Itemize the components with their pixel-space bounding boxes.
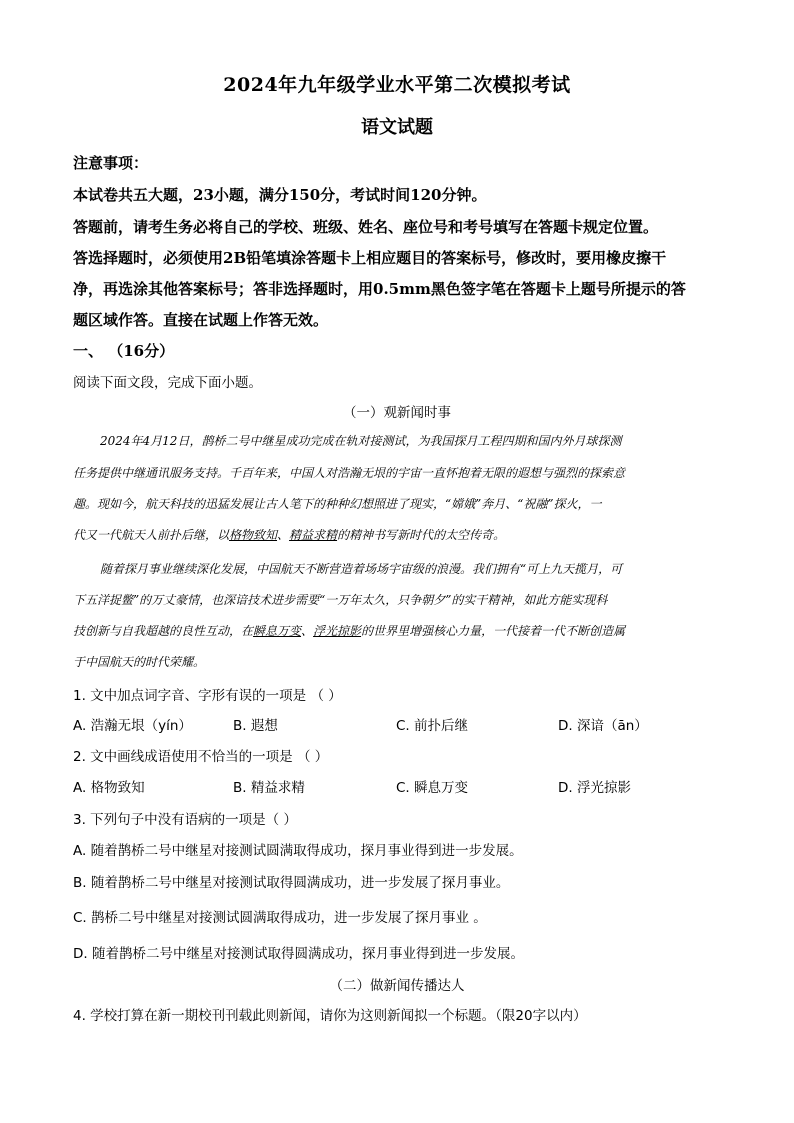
underlined-idiom: 瞬息万变 xyxy=(253,624,302,638)
underlined-idiom: 精益求精 xyxy=(289,528,338,542)
q3-option-b: B. 随着鹊桥二号中继星对接测试取得圆满成功，进一步发展了探月事业。 xyxy=(73,875,510,891)
q1-option-a: A. 浩瀚无垠（yín） xyxy=(73,718,192,734)
exam-subtitle: 语文试题 xyxy=(361,117,433,138)
passage-line: 下五洋捉鳖”的万丈豪情，也深谙技术进步需要“一万年太久，只争朝夕”的实干精神，如此方能实现科 xyxy=(73,593,608,607)
q2-option-d: D. 浮光掠影 xyxy=(558,780,631,796)
notes-line-5: 题区域作答。直接在试题上作答无效。 xyxy=(73,311,329,329)
question-3-stem: 3. 下列句子中没有语病的一项是（ ） xyxy=(73,812,297,828)
passage-text: 代又一代航天人前扑后继，以 xyxy=(73,528,230,542)
notes-line-2: 答题前，请考生务必将自己的学校、班级、姓名、座位号和考号填写在答题卡规定位置。 xyxy=(73,218,659,236)
passage-line: 随着探月事业继续深化发展，中国航天不断营造着场场宇宙级的浪漫。我们拥有“可上九天揽月，可 xyxy=(100,562,623,576)
notes-heading: 注意事项： xyxy=(73,154,149,172)
notes-line-1: 本试卷共五大题，23小题，满分150分，考试时间120分钟。 xyxy=(73,186,487,204)
exam-title: 2024年九年级学业水平第二次模拟考试 xyxy=(223,74,571,96)
reading-instruction: 阅读下面文段，完成下面小题。 xyxy=(73,375,262,391)
section-heading: 一、 （16分） xyxy=(73,342,175,360)
passage-text: 技创新与自我超越的良性互动，在 xyxy=(73,624,254,638)
question-4-stem: 4. 学校打算在新一期校刊刊载此则新闻，请你为这则新闻拟一个标题。（限20字以内） xyxy=(73,1008,587,1024)
passage-text: 的精神书写新时代的太空传奇。 xyxy=(337,528,506,542)
underlined-idiom: 格物致知 xyxy=(229,528,278,542)
passage-line xyxy=(73,526,505,543)
passage-line xyxy=(73,622,625,639)
passage-text: 的世界里增强核心力量，一代接着一代不断创造属 xyxy=(361,624,626,638)
q3-option-d: D. 随着鹊桥二号中继星对接测试取得圆满成功，探月事业得到进一步发展。 xyxy=(73,946,524,962)
question-2-stem: 2. 文中画线成语使用不恰当的一项是 （ ） xyxy=(73,749,329,765)
q1-option-c: C. 前扑后继 xyxy=(396,718,469,734)
part1-title: （一）观新闻时事 xyxy=(343,405,451,421)
notes-line-4: 净，再选涂其他答案标号；答非选择题时，用0.5mm黑色签字笔在答题卡上题号所提示的答 xyxy=(73,280,686,298)
part2-title: （二）做新闻传播达人 xyxy=(329,978,465,994)
q3-option-a: A. 随着鹊桥二号中继星对接测试圆满取得成功，探月事业得到进一步发展。 xyxy=(73,843,523,859)
passage-line: 任务提供中继通讯服务支持。千百年来，中国人对浩瀚无垠的宇宙一直怀抱着无限的遐想与强烈的探索意 xyxy=(73,466,626,480)
question-1-stem: 1. 文中加点词字音、字形有误的一项是 （ ） xyxy=(73,688,342,704)
passage-line: 趣。现如今，航天科技的迅猛发展让古人笔下的种种幻想照进了现实，“嫦娥”奔月、“祝融”探火，一 xyxy=(73,497,602,511)
q1-option-d: D. 深谙（ān） xyxy=(558,718,648,734)
notes-line-3: 答选择题时，必须使用2B铅笔填涂答题卡上相应题目的答案标号，修改时，要用橡皮擦干 xyxy=(73,249,667,267)
q2-option-c: C. 瞬息万变 xyxy=(396,780,469,796)
passage-text: 、 xyxy=(301,624,314,638)
q1-option-b: B. 遐想 xyxy=(233,718,278,734)
passage-line: 于中国航天的时代荣耀。 xyxy=(73,655,206,669)
q2-option-a: A. 格物致知 xyxy=(73,780,145,796)
q3-option-c: C. 鹊桥二号中继星对接测试圆满取得成功，进一步发展了探月事业 。 xyxy=(73,910,487,926)
q2-option-b: B. 精益求精 xyxy=(233,780,305,796)
passage-text: 、 xyxy=(277,528,290,542)
passage-line: 2024年4月12日，鹊桥二号中继星成功完成在轨对接测试，为我国探月工程四期和国内外月球探测 xyxy=(100,434,622,448)
underlined-idiom: 浮光掠影 xyxy=(313,624,362,638)
